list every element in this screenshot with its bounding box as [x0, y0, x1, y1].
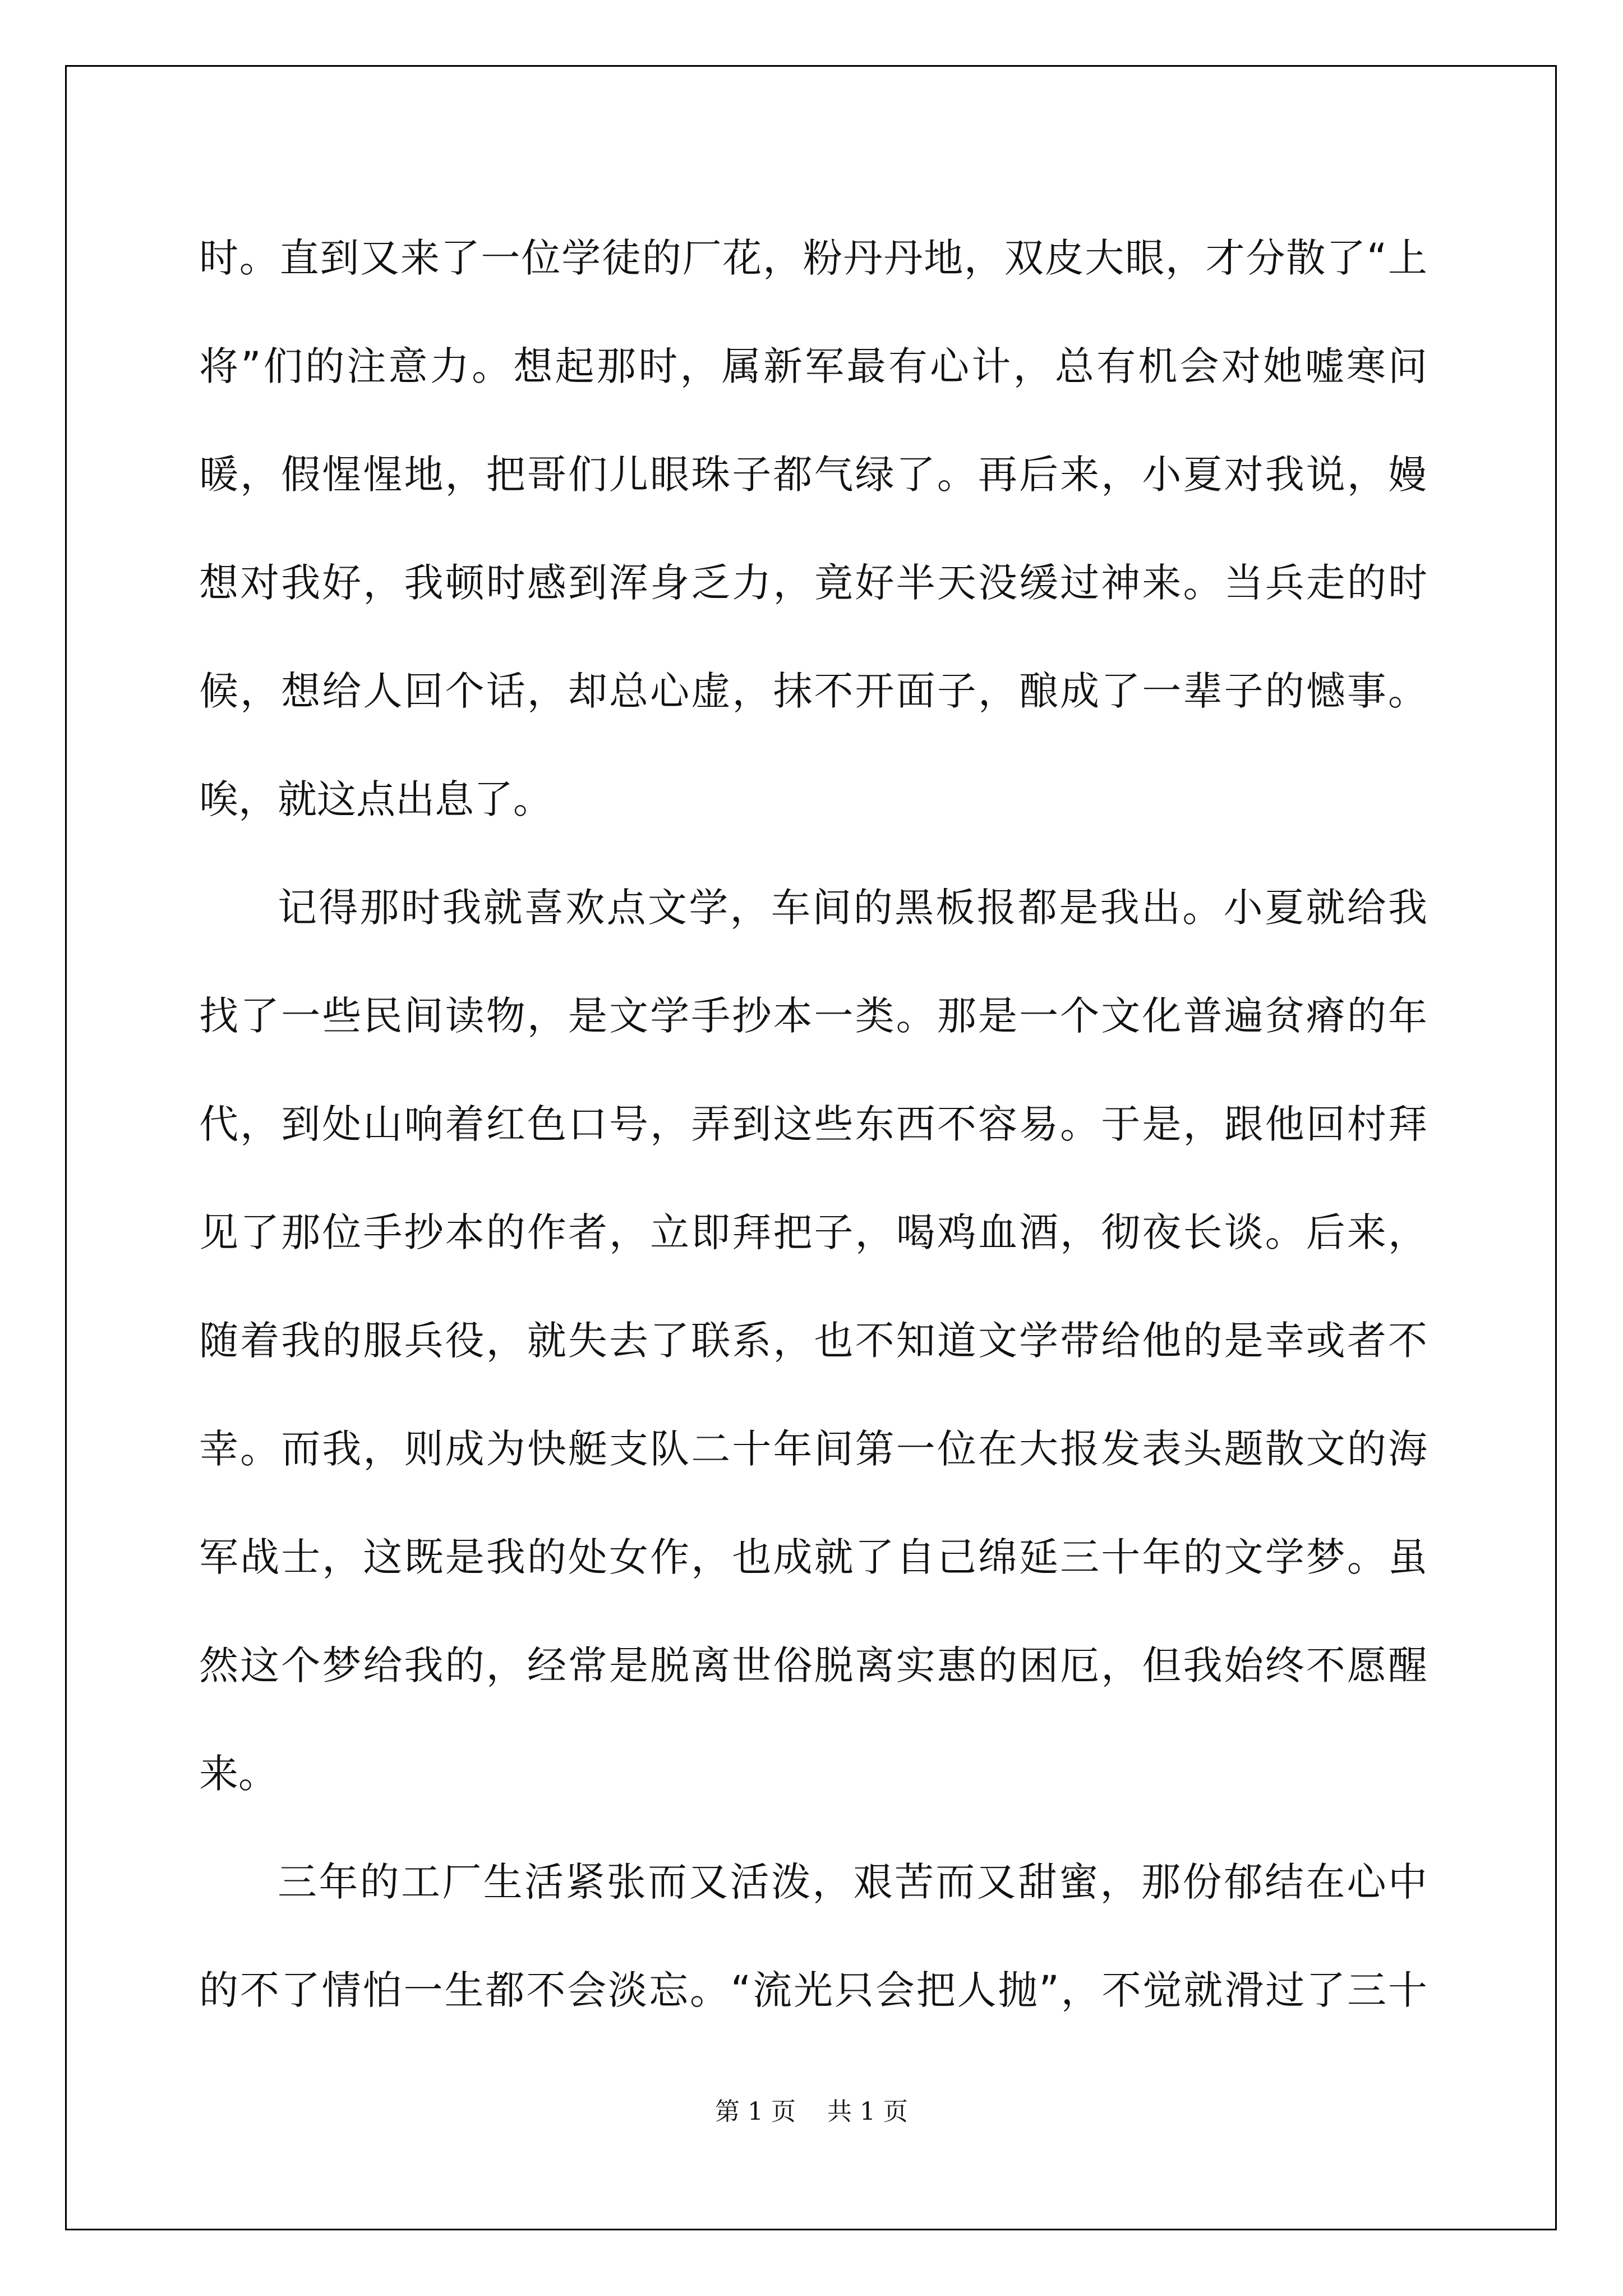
text-line: 三年的工厂生活紧张而又活泼，艰苦而又甜蜜，那份郁结在心中	[278, 1859, 1427, 1905]
text-line: 想对我好，我顿时感到浑身乏力，竟好半天没缓过神来。当兵走的时	[199, 560, 1427, 606]
page-footer: 第 1 页 共 1 页	[715, 2097, 908, 2126]
text-line: 幸。而我，则成为快艇支队二十年间第一位在大报发表头题散文的海	[199, 1426, 1427, 1472]
text-line: 唉，就这点出息了。	[199, 776, 552, 822]
text-line: 找了一些民间读物，是文学手抄本一类。那是一个文化普遍贫瘠的年	[199, 993, 1427, 1039]
text-line: 然这个梦给我的，经常是脱离世俗脱离实惠的困厄，但我始终不愿醒	[199, 1642, 1427, 1688]
text-line: 记得那时我就喜欢点文学，车间的黑板报都是我出。小夏就给我	[278, 885, 1427, 931]
text-line: 随着我的服兵役，就失去了联系，也不知道文学带给他的是幸或者不	[199, 1318, 1427, 1364]
text-line: 见了那位手抄本的作者，立即拜把子，喝鸡血酒，彻夜长谈。后来，	[199, 1209, 1427, 1255]
text-line: 将”们的注意力。想起那时，属新军最有心计，总有机会对她嘘寒问	[199, 343, 1427, 389]
text-line: 来。	[199, 1751, 278, 1797]
text-line: 暖，假惺惺地，把哥们儿眼珠子都气绿了。再后来，小夏对我说，嫚	[199, 452, 1427, 498]
text-line: 代，到处山响着红色口号，弄到这些东西不容易。于是，跟他回村拜	[199, 1101, 1427, 1147]
document-body	[199, 204, 1427, 2045]
text-line: 的不了情怕一生都不会淡忘。“流光只会把人抛”，不觉就滑过了三十	[199, 1967, 1427, 2013]
text-line: 候，想给人回个话，却总心虚，抹不开面子，酿成了一辈子的憾事。	[199, 668, 1427, 714]
text-line: 时。直到又来了一位学徒的厂花，粉丹丹地，双皮大眼，才分散了“上	[199, 235, 1427, 281]
text-line: 军战士，这既是我的处女作，也成就了自己绵延三十年的文学梦。虽	[199, 1534, 1427, 1580]
